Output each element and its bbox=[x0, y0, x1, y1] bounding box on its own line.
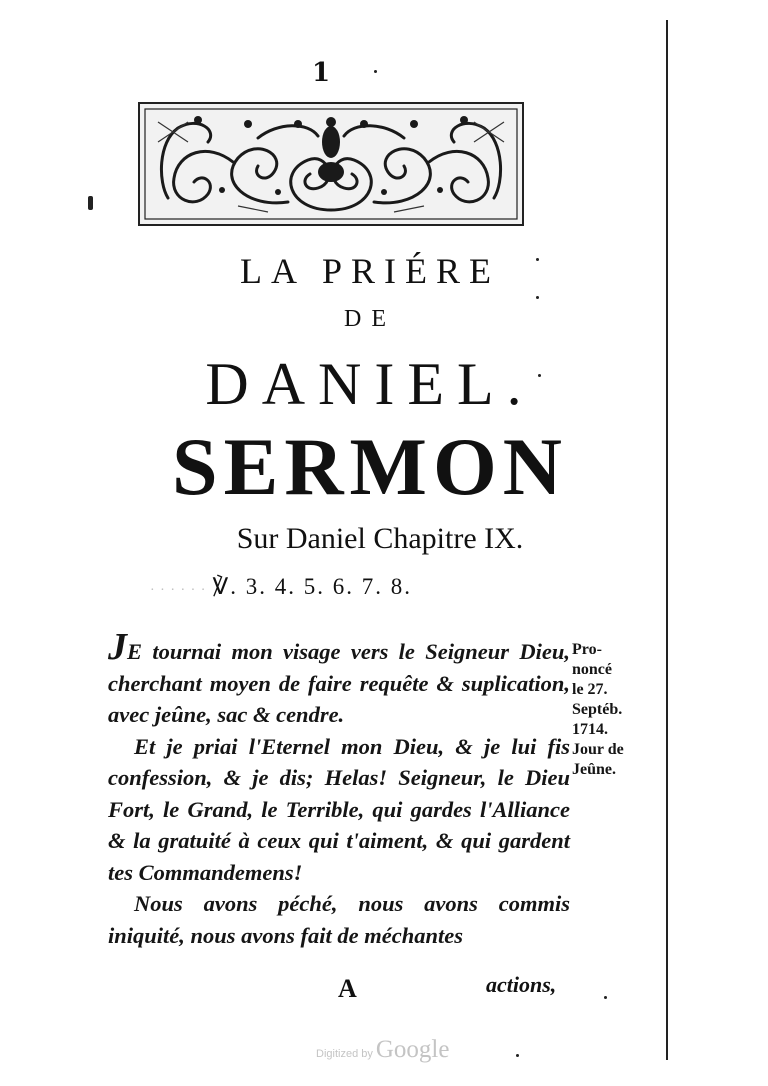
signature-mark: A bbox=[338, 974, 357, 1003]
ink-speck bbox=[536, 296, 539, 299]
paragraph-3: Nous avons péché, nous avons commis iniquité, nous avons fait de méchantes bbox=[108, 891, 570, 948]
paragraph-1-text: E tournai mon visage vers le Seigneur Dieu, cherchant moyen de faire requête & suplication, avec jeûne, sac & cendre. bbox=[108, 639, 570, 727]
subtitle: Sur Daniel Chapitre IX. bbox=[236, 522, 524, 555]
ink-speck bbox=[604, 996, 607, 999]
page-number: 1 bbox=[312, 58, 331, 88]
paragraph-1 bbox=[108, 626, 570, 731]
drop-cap: J bbox=[108, 626, 127, 668]
verse-reference bbox=[150, 574, 412, 600]
headpiece-ornament bbox=[138, 102, 524, 226]
watermark-prefix: Digitized by bbox=[316, 1048, 373, 1060]
title-line-2: DE bbox=[344, 306, 396, 332]
digitized-watermark bbox=[316, 1036, 449, 1064]
margin-note-line: le 27. bbox=[572, 681, 608, 698]
watermark-brand: Google bbox=[375, 1036, 450, 1063]
margin-note-line: 1714. bbox=[572, 721, 608, 738]
sermon-heading: SERMON bbox=[172, 421, 568, 512]
catchword: actions, bbox=[486, 972, 557, 997]
verse-numbers: ℣. 3. 4. 5. 6. 7. 8. bbox=[212, 574, 412, 599]
title-line-3: DANIEL. bbox=[205, 351, 535, 417]
margin-note-line: Jeûne. bbox=[572, 761, 616, 778]
margin-note-line: Pro- bbox=[572, 641, 602, 658]
margin-note-line: noncé bbox=[572, 661, 612, 678]
margin-note-line: Jour de bbox=[572, 741, 624, 758]
margin-note-line: Septéb. bbox=[572, 701, 623, 718]
body-text bbox=[108, 626, 570, 951]
ink-speck bbox=[88, 196, 93, 210]
ink-speck bbox=[374, 70, 377, 73]
title-line-1: LA PRIÉRE bbox=[239, 251, 500, 291]
margin-note bbox=[572, 640, 650, 780]
ink-speck bbox=[516, 1054, 519, 1057]
paragraph-2: Et je priai l'Eternel mon Dieu, & je lui fis confession, & je dis; Helas! Seigneur, le Dieu Fort, le Grand, le Terrible, qui gardes l'Alliance & la gratuité à ceux qui t'aiment, & qui gardent tes Commandemens! bbox=[108, 733, 570, 885]
faded-dots: · · · · · · bbox=[150, 583, 207, 598]
